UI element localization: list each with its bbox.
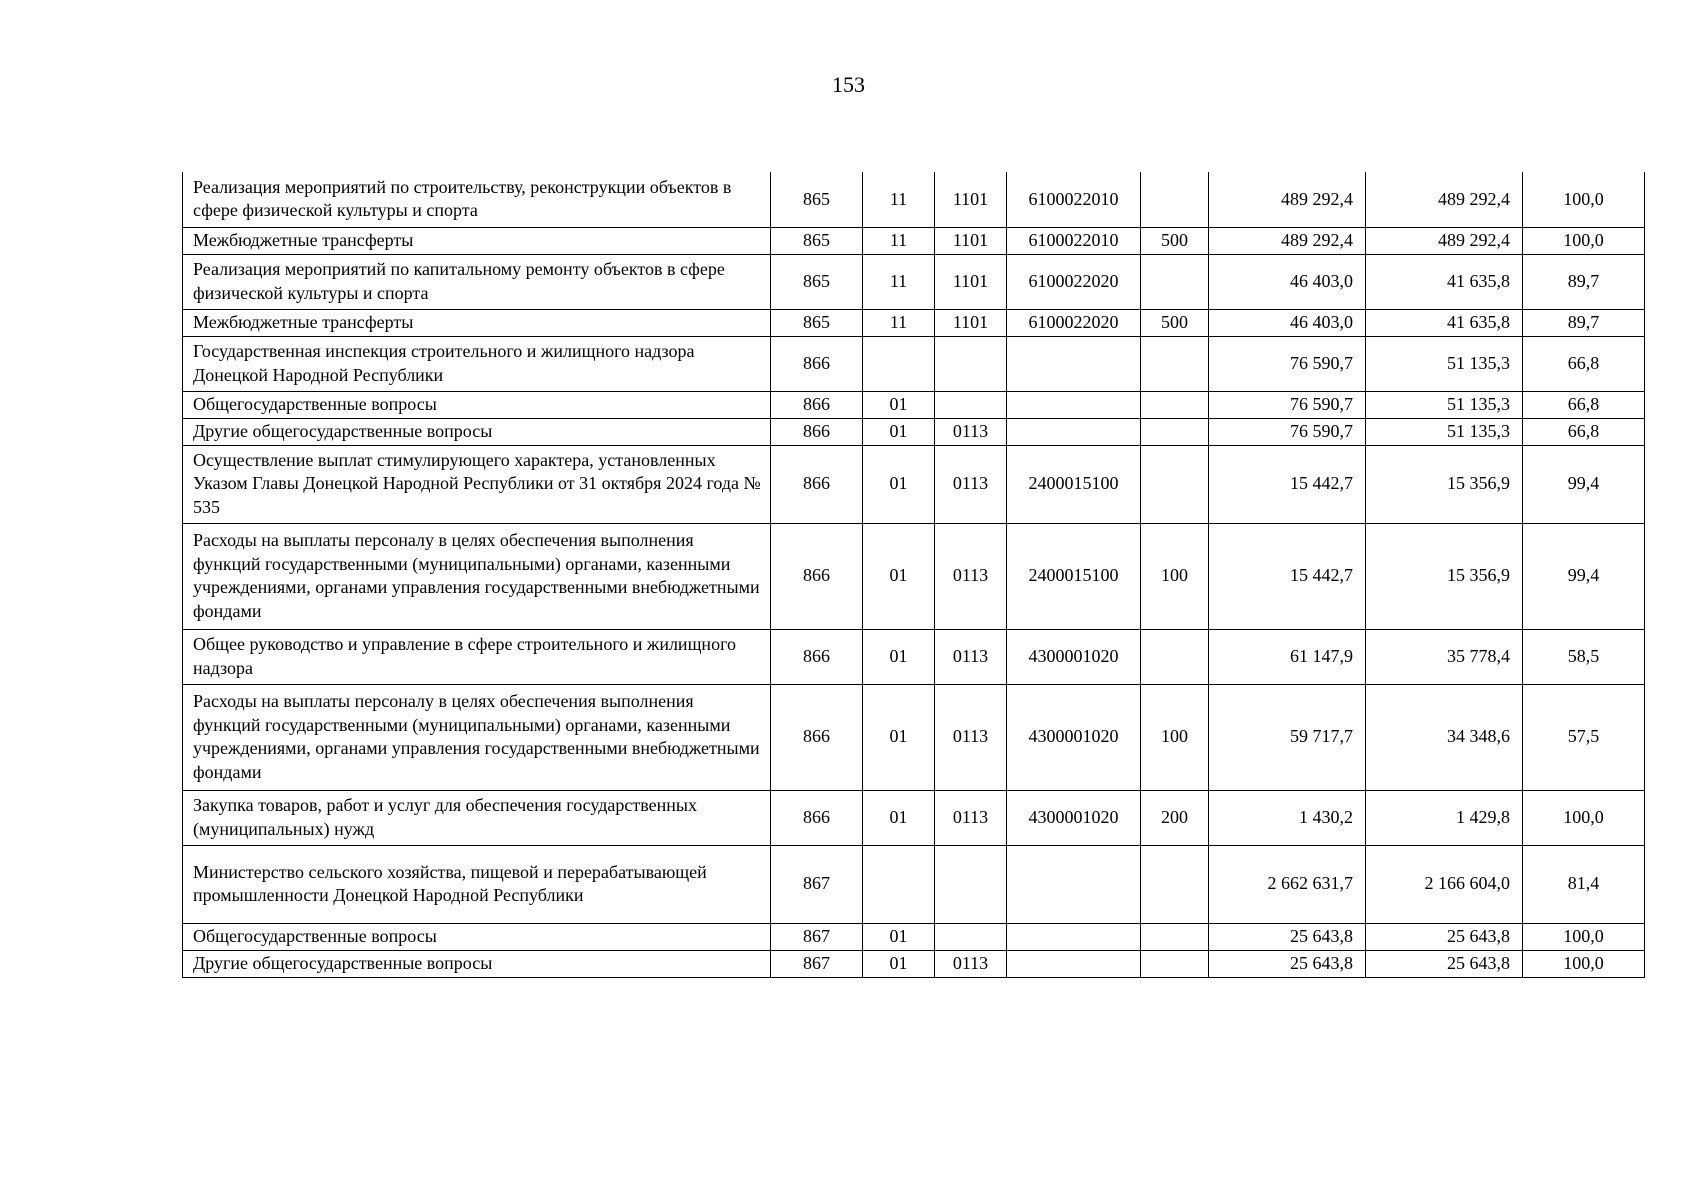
expense-type-code — [1141, 172, 1209, 227]
expense-type-code — [1141, 845, 1209, 923]
subsection-code — [935, 391, 1007, 418]
section-code: 01 — [863, 523, 935, 629]
target-article-code: 4300001020 — [1007, 684, 1141, 790]
execution-percent: 100,0 — [1523, 790, 1645, 845]
planned-amount: 15 442,7 — [1209, 523, 1366, 629]
execution-percent: 99,4 — [1523, 445, 1645, 523]
table-row — [183, 418, 1645, 445]
ministry-code: 867 — [771, 950, 863, 977]
expense-type-code: 100 — [1141, 684, 1209, 790]
planned-amount: 76 590,7 — [1209, 418, 1366, 445]
execution-percent: 89,7 — [1523, 309, 1645, 336]
execution-percent: 99,4 — [1523, 523, 1645, 629]
actual-amount: 15 356,9 — [1366, 523, 1523, 629]
subsection-code: 0113 — [935, 523, 1007, 629]
target-article-code: 4300001020 — [1007, 790, 1141, 845]
row-name: Общее руководство и управление в сфере строительного и жилищного надзора — [183, 629, 771, 684]
execution-percent: 66,8 — [1523, 391, 1645, 418]
table-body — [183, 172, 1645, 977]
target-article-code — [1007, 418, 1141, 445]
planned-amount: 25 643,8 — [1209, 950, 1366, 977]
table-row — [183, 523, 1645, 629]
ministry-code: 867 — [771, 923, 863, 950]
section-code: 01 — [863, 923, 935, 950]
table-row — [183, 445, 1645, 523]
subsection-code: 0113 — [935, 950, 1007, 977]
planned-amount: 59 717,7 — [1209, 684, 1366, 790]
actual-amount: 41 635,8 — [1366, 309, 1523, 336]
actual-amount: 51 135,3 — [1366, 418, 1523, 445]
expense-type-code: 500 — [1141, 309, 1209, 336]
target-article-code: 6100022010 — [1007, 227, 1141, 254]
execution-percent: 100,0 — [1523, 923, 1645, 950]
planned-amount: 61 147,9 — [1209, 629, 1366, 684]
actual-amount: 25 643,8 — [1366, 923, 1523, 950]
row-name: Межбюджетные трансферты — [183, 309, 771, 336]
expense-type-code — [1141, 336, 1209, 391]
target-article-code: 4300001020 — [1007, 629, 1141, 684]
section-code — [863, 845, 935, 923]
row-name: Реализация мероприятий по капитальному ремонту объектов в сфере физической культуры и спорта — [183, 254, 771, 309]
table-row — [183, 684, 1645, 790]
planned-amount: 25 643,8 — [1209, 923, 1366, 950]
expense-type-code: 500 — [1141, 227, 1209, 254]
subsection-code — [935, 845, 1007, 923]
expense-type-code — [1141, 418, 1209, 445]
ministry-code: 866 — [771, 790, 863, 845]
actual-amount: 2 166 604,0 — [1366, 845, 1523, 923]
execution-percent: 58,5 — [1523, 629, 1645, 684]
row-name: Государственная инспекция строительного и жилищного надзора Донецкой Народной Республики — [183, 336, 771, 391]
table-row — [183, 336, 1645, 391]
execution-percent: 57,5 — [1523, 684, 1645, 790]
actual-amount: 489 292,4 — [1366, 227, 1523, 254]
subsection-code: 0113 — [935, 445, 1007, 523]
row-name: Осуществление выплат стимулирующего характера, установленных Указом Главы Донецкой Народной Республики от 31 октября 2024 года № 535 — [183, 445, 771, 523]
row-name: Другие общегосударственные вопросы — [183, 418, 771, 445]
execution-percent: 100,0 — [1523, 227, 1645, 254]
target-article-code — [1007, 336, 1141, 391]
ministry-code: 866 — [771, 418, 863, 445]
execution-percent: 81,4 — [1523, 845, 1645, 923]
expense-type-code — [1141, 950, 1209, 977]
planned-amount: 76 590,7 — [1209, 336, 1366, 391]
target-article-code: 6100022020 — [1007, 309, 1141, 336]
section-code: 11 — [863, 254, 935, 309]
ministry-code: 865 — [771, 172, 863, 227]
subsection-code: 0113 — [935, 790, 1007, 845]
ministry-code: 866 — [771, 391, 863, 418]
section-code: 01 — [863, 950, 935, 977]
section-code: 11 — [863, 309, 935, 336]
table-row — [183, 254, 1645, 309]
actual-amount: 25 643,8 — [1366, 950, 1523, 977]
row-name: Расходы на выплаты персоналу в целях обеспечения выполнения функций государственными (муниципальными) органами, казенными учреждениями, органами управления государственными внебюджетными фондами — [183, 523, 771, 629]
execution-percent: 100,0 — [1523, 172, 1645, 227]
ministry-code: 866 — [771, 684, 863, 790]
subsection-code: 0113 — [935, 418, 1007, 445]
target-article-code — [1007, 845, 1141, 923]
page-number: 153 — [832, 72, 865, 97]
table-row — [183, 950, 1645, 977]
subsection-code: 1101 — [935, 254, 1007, 309]
actual-amount: 15 356,9 — [1366, 445, 1523, 523]
section-code: 01 — [863, 391, 935, 418]
row-name: Межбюджетные трансферты — [183, 227, 771, 254]
table-row — [183, 172, 1645, 227]
subsection-code: 1101 — [935, 309, 1007, 336]
section-code: 01 — [863, 418, 935, 445]
target-article-code — [1007, 923, 1141, 950]
budget-table — [182, 172, 1645, 978]
planned-amount: 489 292,4 — [1209, 172, 1366, 227]
planned-amount: 46 403,0 — [1209, 309, 1366, 336]
ministry-code: 867 — [771, 845, 863, 923]
table-row — [183, 309, 1645, 336]
actual-amount: 1 429,8 — [1366, 790, 1523, 845]
actual-amount: 35 778,4 — [1366, 629, 1523, 684]
actual-amount: 51 135,3 — [1366, 391, 1523, 418]
ministry-code: 866 — [771, 629, 863, 684]
target-article-code: 2400015100 — [1007, 523, 1141, 629]
row-name: Общегосударственные вопросы — [183, 391, 771, 418]
planned-amount: 15 442,7 — [1209, 445, 1366, 523]
row-name: Закупка товаров, работ и услуг для обеспечения государственных (муниципальных) нужд — [183, 790, 771, 845]
section-code: 11 — [863, 227, 935, 254]
planned-amount: 489 292,4 — [1209, 227, 1366, 254]
subsection-code: 0113 — [935, 629, 1007, 684]
target-article-code — [1007, 391, 1141, 418]
section-code: 01 — [863, 684, 935, 790]
target-article-code: 2400015100 — [1007, 445, 1141, 523]
section-code: 01 — [863, 790, 935, 845]
ministry-code: 866 — [771, 336, 863, 391]
planned-amount: 76 590,7 — [1209, 391, 1366, 418]
expense-type-code: 200 — [1141, 790, 1209, 845]
planned-amount: 1 430,2 — [1209, 790, 1366, 845]
expense-type-code — [1141, 923, 1209, 950]
execution-percent: 66,8 — [1523, 418, 1645, 445]
section-code — [863, 336, 935, 391]
row-name: Расходы на выплаты персоналу в целях обеспечения выполнения функций государственными (муниципальными) органами, казенными учреждениями, органами управления государственными внебюджетными фондами — [183, 684, 771, 790]
subsection-code: 1101 — [935, 227, 1007, 254]
actual-amount: 34 348,6 — [1366, 684, 1523, 790]
actual-amount: 41 635,8 — [1366, 254, 1523, 309]
ministry-code: 865 — [771, 227, 863, 254]
section-code: 01 — [863, 445, 935, 523]
subsection-code — [935, 923, 1007, 950]
section-code: 11 — [863, 172, 935, 227]
ministry-code: 866 — [771, 523, 863, 629]
row-name: Министерство сельского хозяйства, пищевой и перерабатывающей промышленности Донецкой Народной Республики — [183, 845, 771, 923]
planned-amount: 2 662 631,7 — [1209, 845, 1366, 923]
table-row — [183, 845, 1645, 923]
expense-type-code: 100 — [1141, 523, 1209, 629]
target-article-code: 6100022010 — [1007, 172, 1141, 227]
execution-percent: 89,7 — [1523, 254, 1645, 309]
row-name: Другие общегосударственные вопросы — [183, 950, 771, 977]
table-row — [183, 923, 1645, 950]
table-row — [183, 629, 1645, 684]
expense-type-code — [1141, 391, 1209, 418]
section-code: 01 — [863, 629, 935, 684]
expense-type-code — [1141, 445, 1209, 523]
subsection-code: 0113 — [935, 684, 1007, 790]
table-row — [183, 227, 1645, 254]
target-article-code: 6100022020 — [1007, 254, 1141, 309]
subsection-code: 1101 — [935, 172, 1007, 227]
subsection-code — [935, 336, 1007, 391]
target-article-code — [1007, 950, 1141, 977]
ministry-code: 865 — [771, 309, 863, 336]
actual-amount: 51 135,3 — [1366, 336, 1523, 391]
actual-amount: 489 292,4 — [1366, 172, 1523, 227]
table-row — [183, 391, 1645, 418]
execution-percent: 100,0 — [1523, 950, 1645, 977]
ministry-code: 866 — [771, 445, 863, 523]
expense-type-code — [1141, 629, 1209, 684]
expense-type-code — [1141, 254, 1209, 309]
table-row — [183, 790, 1645, 845]
planned-amount: 46 403,0 — [1209, 254, 1366, 309]
execution-percent: 66,8 — [1523, 336, 1645, 391]
row-name: Общегосударственные вопросы — [183, 923, 771, 950]
row-name: Реализация мероприятий по строительству, реконструкции объектов в сфере физической культуры и спорта — [183, 172, 771, 227]
ministry-code: 865 — [771, 254, 863, 309]
